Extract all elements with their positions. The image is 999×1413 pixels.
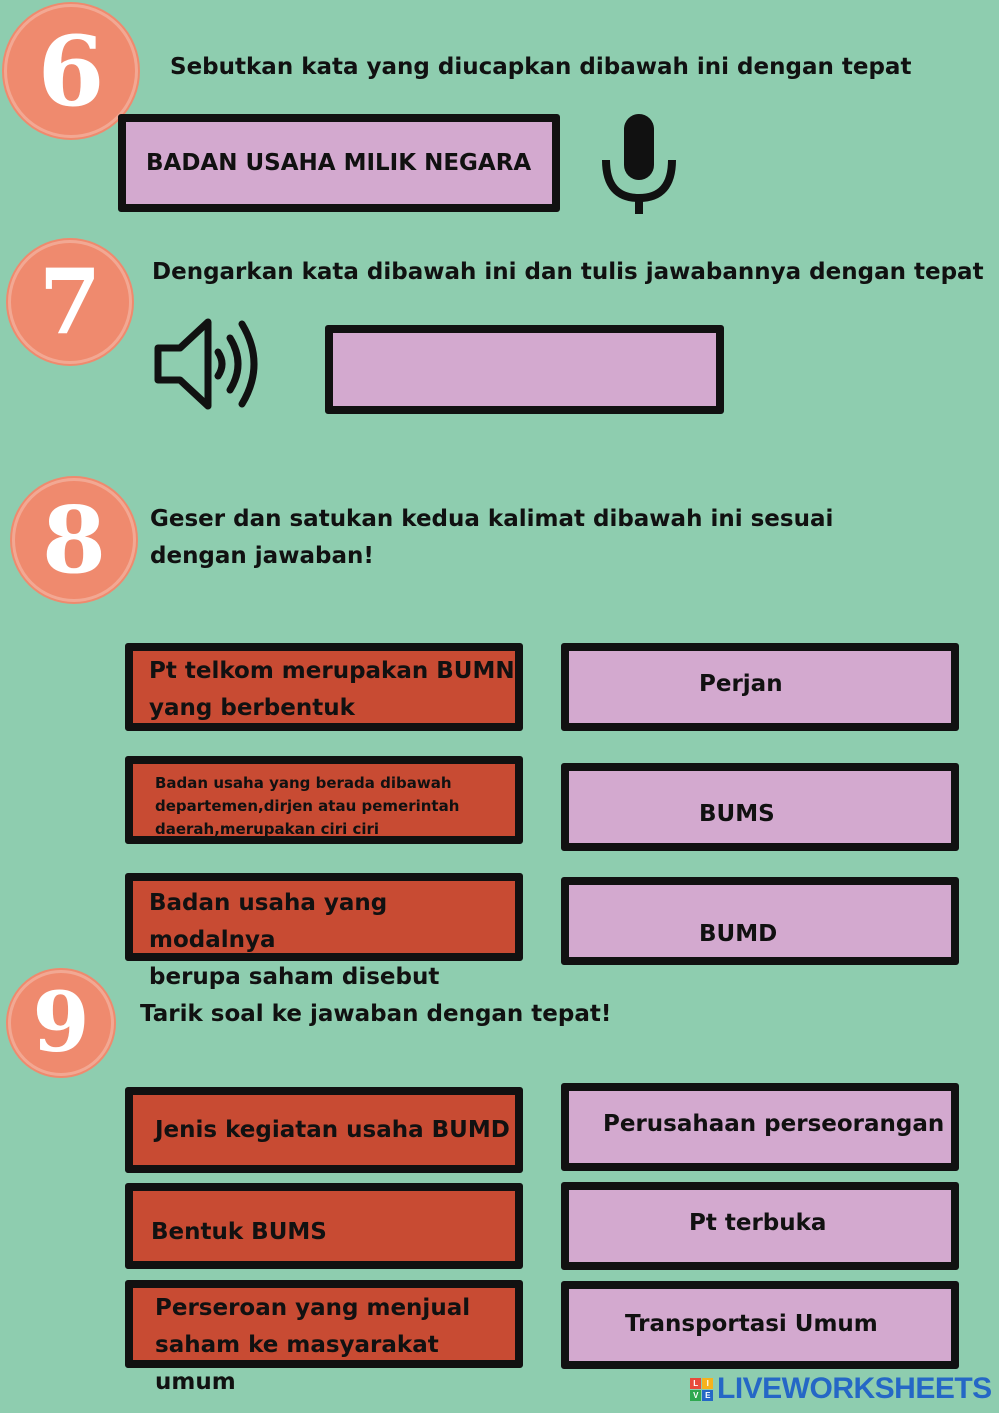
- liveworksheets-logo[interactable]: [690, 1372, 992, 1406]
- q8-answer-2-label: BUMS: [699, 801, 775, 827]
- q8-answer-1-label: Perjan: [699, 671, 783, 697]
- question-number-7: [8, 240, 132, 364]
- question-number-9: [8, 970, 114, 1076]
- liveworksheets-mark-icon: [690, 1378, 713, 1401]
- q8-question-3[interactable]: [125, 873, 523, 990]
- q8-question-2[interactable]: [125, 756, 523, 844]
- q8-question-1[interactable]: [125, 643, 523, 731]
- question-number-8: [12, 478, 136, 602]
- q6-instruction: Sebutkan kata yang diucapkan dibawah ini dengan tepat: [170, 54, 912, 80]
- q8-answer-1[interactable]: [561, 643, 959, 731]
- q8-question-2-line2: departemen,dirjen atau pemerintah: [155, 797, 460, 815]
- logo-mark-l: L: [690, 1378, 701, 1389]
- question-number-6-label: 6: [37, 14, 105, 128]
- question-number-8-label: 8: [41, 486, 106, 594]
- q8-question-3-line2: berupa saham disebut: [149, 964, 440, 990]
- q8-question-3-line1: Badan usaha yang modalnya: [149, 890, 388, 953]
- q8-question-1-line2: yang berbentuk: [149, 695, 355, 721]
- q6-word: BADAN USAHA MILIK NEGARA: [146, 150, 532, 176]
- question-number-7-label: 7: [38, 249, 102, 355]
- question-number-9-label: 9: [32, 975, 90, 1071]
- q9-question-2[interactable]: [125, 1183, 523, 1269]
- q9-question-1[interactable]: [125, 1087, 523, 1173]
- q9-answer-3[interactable]: [561, 1281, 959, 1369]
- logo-mark-v: V: [690, 1390, 701, 1401]
- q8-question-2-line1: Badan usaha yang berada dibawah: [155, 774, 452, 792]
- q8-question-2-line3: daerah,merupakan ciri ciri: [155, 820, 380, 838]
- q9-question-3-line2: saham ke masyarakat umum: [155, 1332, 439, 1395]
- q8-answer-3[interactable]: [561, 877, 959, 965]
- q9-question-3[interactable]: [125, 1280, 523, 1395]
- q9-answer-2[interactable]: [561, 1182, 959, 1270]
- q8-answer-2[interactable]: [561, 763, 959, 851]
- q8-instruction-line2: dengan jawaban!: [150, 543, 374, 569]
- speaker-icon[interactable]: [152, 314, 266, 414]
- q6-word-box: [118, 114, 560, 212]
- microphone-icon[interactable]: [598, 112, 680, 216]
- q9-answer-3-label: Transportasi Umum: [625, 1311, 878, 1337]
- q9-question-3-line1: Perseroan yang menjual: [155, 1295, 471, 1321]
- logo-mark-i: I: [702, 1378, 713, 1389]
- q9-question-1-label: Jenis kegiatan usaha BUMD: [155, 1117, 510, 1143]
- q8-answer-3-label: BUMD: [699, 921, 778, 947]
- q8-instruction-line1: Geser dan satukan kedua kalimat dibawah ini sesuai: [150, 506, 834, 532]
- q8-question-1-line1: Pt telkom merupakan BUMN: [149, 658, 515, 684]
- q9-instruction: Tarik soal ke jawaban dengan tepat!: [140, 1001, 612, 1027]
- liveworksheets-brand: LIVEWORKSHEETS: [717, 1372, 992, 1405]
- q9-question-2-label: Bentuk BUMS: [151, 1219, 327, 1245]
- q9-answer-1[interactable]: [561, 1083, 959, 1171]
- q9-answer-2-label: Pt terbuka: [689, 1210, 827, 1236]
- q9-answer-1-label: Perusahaan perseorangan: [603, 1111, 945, 1137]
- logo-mark-e: E: [702, 1390, 713, 1401]
- q7-answer-input[interactable]: [325, 325, 724, 414]
- q7-instruction: Dengarkan kata dibawah ini dan tulis jawabannya dengan tepat: [152, 259, 984, 285]
